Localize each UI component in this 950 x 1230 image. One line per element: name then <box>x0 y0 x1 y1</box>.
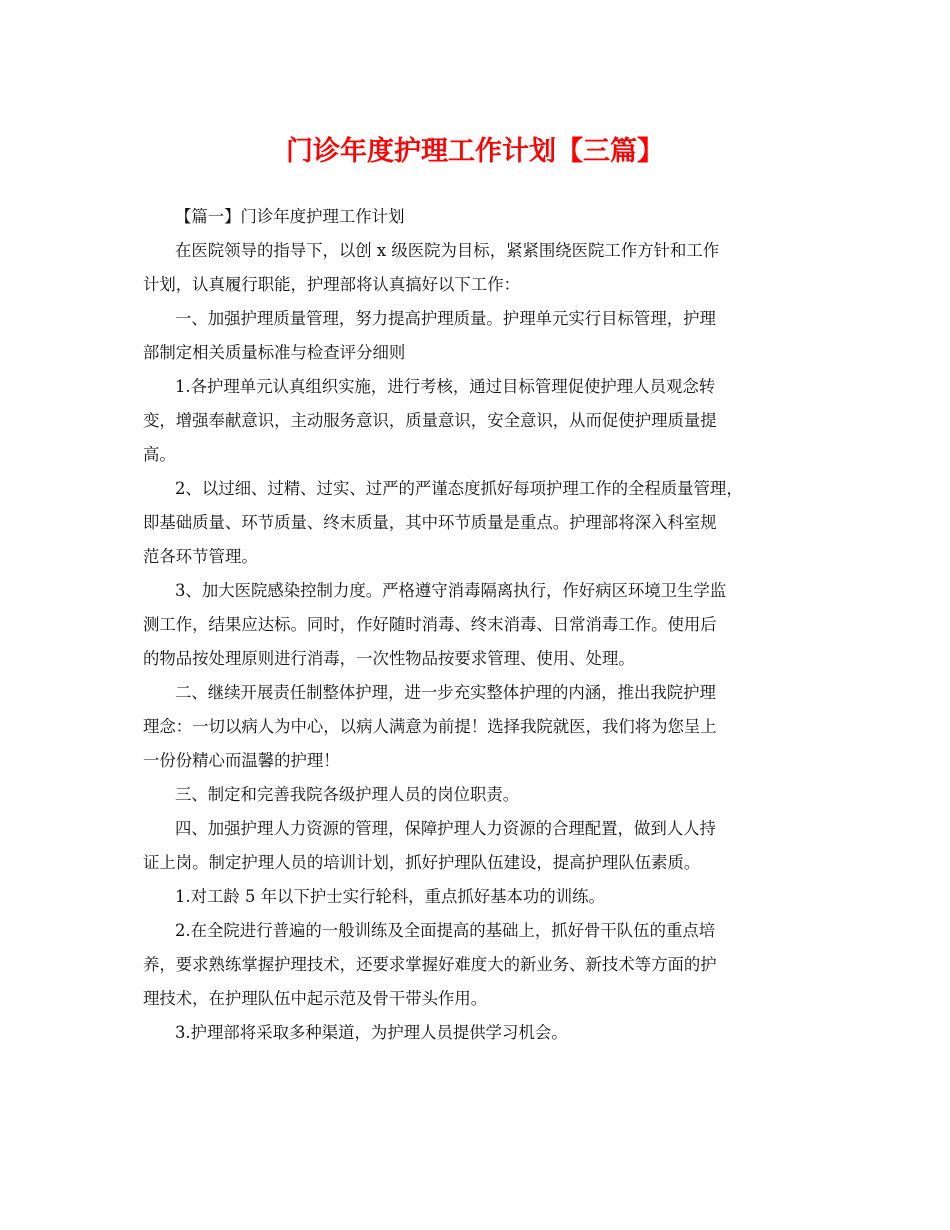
document-title: 门诊年度护理工作计划【三篇】 <box>286 136 664 167</box>
paragraph-line: 3、加大医院感染控制力度。严格遵守消毒隔离执行，作好病区环境卫生学监 <box>175 581 727 600</box>
paragraph-line: 理技术，在护理队伍中起示范及骨干带头作用。 <box>143 989 488 1008</box>
paragraph-line: 测工作，结果应达标。同时，作好随时消毒、终末消毒、日常消毒工作。使用后 <box>143 615 717 634</box>
paragraph-line: 变，增强奉献意识，主动服务意识，质量意识，安全意识，从而促使护理质量提 <box>143 411 717 430</box>
paragraph-line: 养，要求熟练掌握护理技术，还要求掌握好难度大的新业务、新技术等方面的护 <box>143 955 717 974</box>
paragraph-line: 1.各护理单元认真组织实施，进行考核，通过目标管理促使护理人员观念转 <box>175 377 716 396</box>
paragraph-line: 在医院领导的指导下，以创 x 级医院为目标，紧紧围绕医院工作方针和工作 <box>175 241 720 260</box>
paragraph-line: 高。 <box>143 445 176 464</box>
paragraph-line: 2、以过细、过精、过实、过严的严谨态度抓好每项护理工作的全程质量管理， <box>175 479 743 498</box>
paragraph-line: 的物品按处理原则进行消毒，一次性物品按要求管理、使用、处理。 <box>143 649 635 668</box>
paragraph-line: 部制定相关质量标准与检查评分细则 <box>143 343 406 362</box>
paragraph-line: 1.对工龄 5 年以下护士实行轮科，重点抓好基本功的训练。 <box>175 887 605 906</box>
paragraph-line: 二、继续开展责任制整体护理，进一步充实整体护理的内涵，推出我院护理 <box>175 683 716 702</box>
paragraph-line: 即基础质量、环节质量、终末质量，其中环节质量是重点。护理部将深入科室规 <box>143 513 717 532</box>
paragraph-line: 一、加强护理质量管理，努力提高护理质量。护理单元实行目标管理，护理 <box>175 309 716 328</box>
paragraph-line: 证上岗。制定护理人员的培训计划，抓好护理队伍建设，提高护理队伍素质。 <box>143 853 701 872</box>
paragraph-line: 三、制定和完善我院各级护理人员的岗位职责。 <box>175 785 520 804</box>
paragraph-line: 一份份精心而温馨的护理！ <box>143 751 340 770</box>
paragraph-line: 2.在全院进行普遍的一般训练及全面提高的基础上，抓好骨干队伍的重点培 <box>175 921 716 940</box>
document-body <box>143 200 813 1050</box>
paragraph-line: 四、加强护理人力资源的管理，保障护理人力资源的合理配置，做到人人持 <box>175 819 716 838</box>
paragraph-line: 理念：一切以病人为中心，以病人满意为前提！选择我院就医，我们将为您呈上 <box>143 717 717 736</box>
section-heading: 【篇一】门诊年度护理工作计划 <box>175 207 405 226</box>
paragraph-line: 范各环节管理。 <box>143 547 258 566</box>
paragraph-line: 计划，认真履行职能，护理部将认真搞好以下工作： <box>143 275 520 294</box>
paragraph-line: 3.护理部将采取多种渠道，为护理人员提供学习机会。 <box>175 1023 568 1042</box>
